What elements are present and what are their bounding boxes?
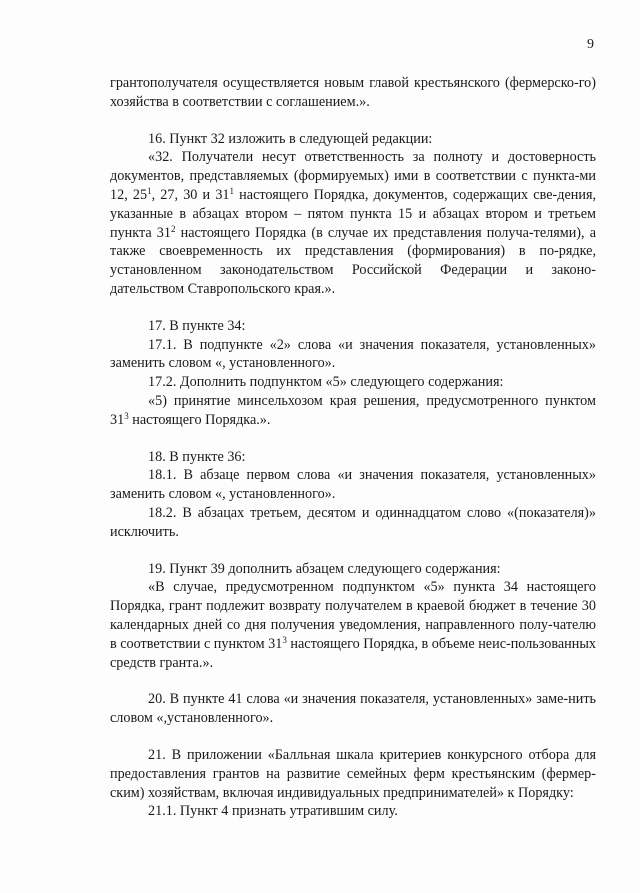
paragraph-item-20: 20. В пункте 41 слова «и значения показателя, установленных» заме-нить словом «,установленного».: [110, 691, 596, 727]
paragraph-item-17: 17. В пункте 34:: [148, 317, 246, 334]
paragraph-item-17-2-text: «5) принятие минсельхозом края решения, предусмотренного пунктом $31^3$ настоящего Порядка.».: [110, 392, 596, 428]
paragraph-continuation: грантополучателя осуществляется новым главой крестьянского (фермерско-го) хозяйства в соответствии с соглашением.».: [110, 75, 596, 110]
paragraph-item-18: 18. В пункте 36:: [148, 448, 246, 465]
paragraph-item-19: 19. Пункт 39 дополнить абзацем следующего содержания:: [148, 560, 501, 577]
paragraph-item-18-1: 18.1. В абзаце первом слова «и значения показателя, установленных» заменить словом «, установленного».: [110, 467, 596, 503]
document-body: [110, 74, 596, 821]
paragraph-item-16: 16. Пункт 32 изложить в следующей редакции:: [148, 130, 433, 147]
paragraph-item-17-2: 17.2. Дополнить подпунктом «5» следующего содержания:: [148, 374, 504, 391]
paragraph-item-32-text: «32. Получатели несут ответственность за полноту и достоверность документов, представляемых (формируемых) ими в соответствии с пункта-ми 12, $25^1$, 27, 30 и $31^1$ настоящего Порядка, документов, содержащих све-дения, указанные в абзацах втором – пятом пункта 15 и абзацах втором и третьем пункта $31^2$ настоящего Порядка (в случае их представления получа-телями), а также своевременность их представления (формирования) в по-рядке, установленном законодательством Российской Федерации и законо-дательством Ставропольского края.».: [110, 149, 597, 297]
paragraph-item-19-text: «В случае, предусмотренном подпунктом «5» пункта 34 настоящего Порядка, грант подлежит возврату получателем в краевой бюджет в течение 30 календарных дней со дня получения уведомления, направленного полу-чателю в соответствии с пунктом $31^3$ настоящего Порядка, в объеме неис-пользованных средств гранта.».: [110, 579, 596, 671]
paragraph-item-17-1: 17.1. В подпункте «2» слова «и значения показателя, установленных» заменить словом «, установленного».: [110, 336, 596, 372]
page-number: 9: [587, 37, 594, 52]
paragraph-item-21: 21. В приложении «Балльная шкала критериев конкурсного отбора для предоставления грантов на развитие семейных ферм крестьянским (фермер-ским) хозяйствам, включая индивидуальных предпринимателей» к Порядку:: [110, 746, 596, 801]
paragraph-item-21-1: 21.1. Пункт 4 признать утратившим силу.: [148, 803, 398, 820]
paragraph-item-18-2: 18.2. В абзацах третьем, десятом и одиннадцатом слово «(показателя)» исключить.: [110, 504, 596, 540]
